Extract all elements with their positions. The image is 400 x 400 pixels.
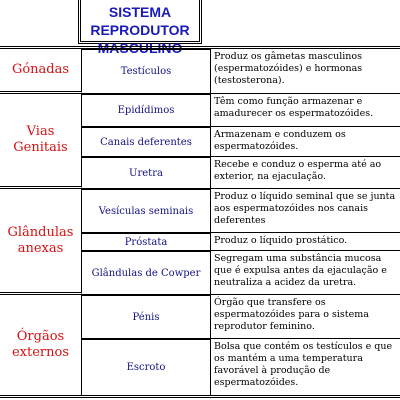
title-line-1: SISTEMA — [108, 4, 172, 20]
organ-escroto: Escroto — [82, 339, 211, 395]
function-vesiculas-seminais: Produz o líquido seminal que se junta aos espermatozóides nos canais deferentes — [211, 189, 400, 233]
category-vias-genitais: Vias Genitais — [0, 94, 82, 189]
organ-epididimos: Epidídimos — [82, 94, 211, 127]
function-penis: Órgão que transfere os espermatozóides para o sistema reprodutor feminino. — [211, 295, 400, 339]
category-gonadas: Gónadas — [0, 49, 82, 94]
organ-penis: Pénis — [82, 295, 211, 339]
organ-testiculos: Testículos — [82, 49, 211, 94]
category-glandulas-anexas: Glândulas anexas — [0, 189, 82, 295]
organ-vesiculas-seminais: Vesículas seminais — [82, 189, 211, 233]
organ-uretra: Uretra — [82, 157, 211, 189]
organ-canais-deferentes: Canais deferentes — [82, 127, 211, 157]
organ-glandulas-de-cowper: Glândulas de Cowper — [82, 251, 211, 295]
function-epididimos: Têm como função armazenar e amadurecer os espermatozóides. — [211, 94, 400, 127]
title-line-2: REPRODUTOR — [90, 22, 190, 38]
function-glandulas-de-cowper: Segregam uma substância mucosa que é expulsa antes da ejaculação e neutraliza a acidez da uretra. — [211, 251, 400, 295]
title-line-3: MASCULINO — [97, 40, 183, 56]
function-canais-deferentes: Armazenam e conduzem os espermatozóides. — [211, 127, 400, 157]
function-escroto: Bolsa que contém os testículos e que os mantém a uma temperatura favorável à produção de espermatozóides. — [214, 341, 393, 388]
function-uretra: Recebe e conduz o esperma até ao exterior, na ejaculação. — [211, 157, 400, 189]
function-testiculos: Produz os gâmetas masculinos (espermatozóides) e hormonas (testosterona). — [211, 49, 400, 94]
category-orgaos-externos: Órgãos externos — [0, 295, 82, 395]
function-prostata: Produz o líquido prostático. — [211, 233, 400, 251]
page-title — [78, 0, 202, 56]
reproductive-system-table — [0, 46, 400, 398]
organ-prostata: Próstata — [82, 233, 211, 251]
